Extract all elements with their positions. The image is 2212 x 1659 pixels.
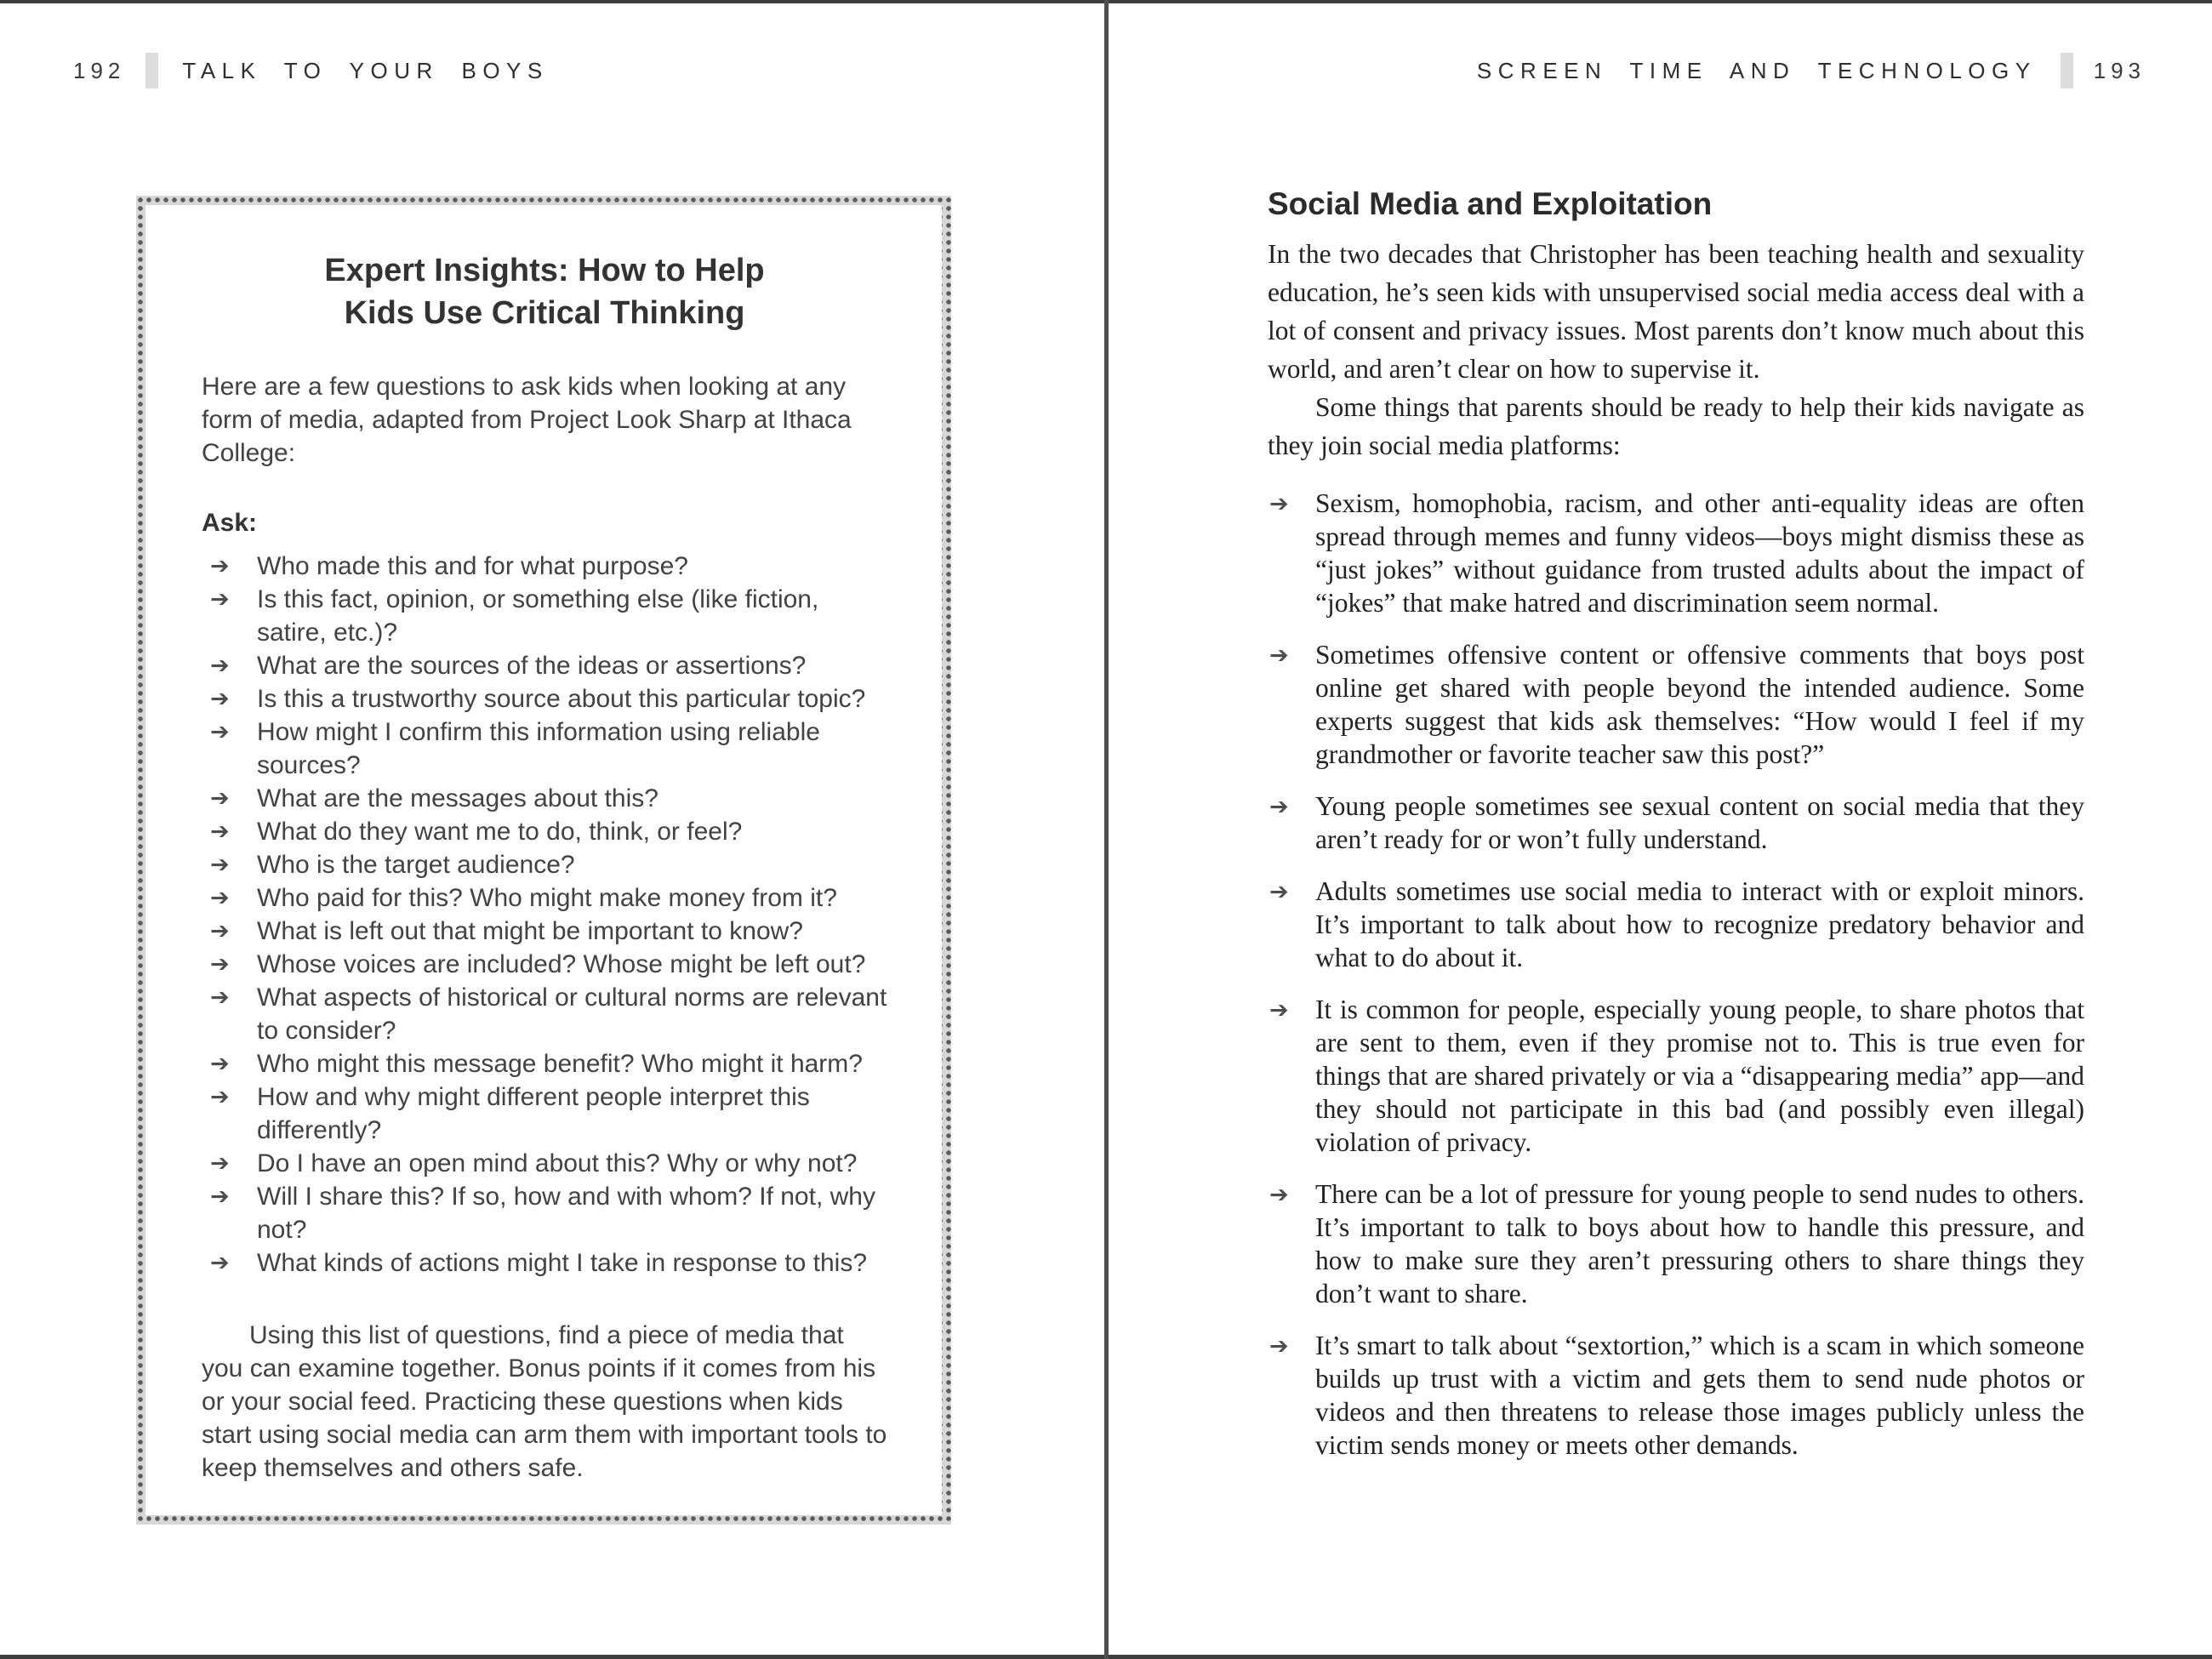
question-list-item xyxy=(202,815,887,848)
question-list-item xyxy=(202,682,887,715)
expert-insights-content xyxy=(145,205,942,1515)
arrow-bullet-icon: ➔ xyxy=(210,852,230,878)
running-head-left xyxy=(73,53,549,88)
arrow-bullet-icon: ➔ xyxy=(210,1150,230,1177)
question-list-item xyxy=(202,715,887,782)
arrow-bullet-icon: ➔ xyxy=(210,885,230,911)
topic-list-item xyxy=(1268,487,2084,619)
topic-list-item xyxy=(1268,1177,2084,1310)
question-list-item xyxy=(202,981,887,1047)
arrow-bullet-icon: ➔ xyxy=(210,719,230,745)
box-title xyxy=(202,249,887,334)
section-heading: Social Media and Exploitation xyxy=(1268,186,1713,221)
question-text: Do I have an open mind about this? Why or why not? xyxy=(257,1149,858,1177)
topic-text: It is common for people, especially young people, to share photos that are sent to them, even if they promise not to. This is true even for things that are shared privately or via a “disappearing media” app—and they should not participate in this bad (and possibly even illegal) violation of privacy. xyxy=(1315,995,2084,1157)
box-title-line1: Expert Insights: How to Help xyxy=(324,253,765,288)
topic-text: It’s smart to talk about “sextortion,” which is a scam in which someone builds up trust with a victim and gets them to send nude photos or videos and then threatens to release those images publicly unless the victim sends money or meets other demands. xyxy=(1315,1331,2084,1460)
question-list-item xyxy=(202,1246,887,1280)
arrow-bullet-icon: ➔ xyxy=(210,686,230,712)
topic-text: Young people sometimes see sexual content on social media that they aren’t ready for or won’t fully understand. xyxy=(1315,791,2084,854)
ask-label: Ask: xyxy=(202,509,258,537)
body-paragraph-2: Some things that parents should be ready to help their kids navigate as they join social media platforms: xyxy=(1268,392,2084,460)
arrow-bullet-icon: ➔ xyxy=(210,1084,230,1110)
question-list-item xyxy=(202,583,887,649)
arrow-bullet-icon: ➔ xyxy=(210,951,230,978)
arrow-bullet-icon: ➔ xyxy=(210,1250,230,1276)
question-list-item xyxy=(202,782,887,815)
header-bar-left xyxy=(145,53,158,88)
arrow-bullet-icon: ➔ xyxy=(210,553,230,579)
question-list-item xyxy=(202,1047,887,1080)
question-text: What are the messages about this? xyxy=(257,784,658,812)
arrow-bullet-icon: ➔ xyxy=(210,653,230,679)
arrow-bullet-icon: ➔ xyxy=(1269,794,1289,820)
arrow-bullet-icon: ➔ xyxy=(1269,1182,1289,1208)
topic-text: Sometimes offensive content or offensive comments that boys post online get shared with people beyond the intended audience. Some experts suggest that kids ask themselves: “How would I feel if my grandmother or favorite teacher saw this post?” xyxy=(1315,640,2084,769)
question-list-item xyxy=(202,948,887,981)
question-text: How might I confirm this information using reliable sources? xyxy=(257,718,820,779)
topic-text: There can be a lot of pressure for young people to send nudes to others. It’s important to talk to boys about how to handle this pressure, and how to make sure they aren’t pressuring others to share things they don’t want to share. xyxy=(1315,1179,2084,1308)
box-closing-paragraph: Using this list of questions, find a piece of media that you can examine together. Bonus points if it comes from his or your social feed. Practicing these questions when kids start using social media can arm them with important tools to keep themselves and others safe. xyxy=(202,1321,887,1482)
question-text: Is this a trustworthy source about this particular topic? xyxy=(257,685,866,713)
box-title-line2: Kids Use Critical Thinking xyxy=(344,295,745,331)
question-text: Who might this message benefit? Who might it harm? xyxy=(257,1050,863,1078)
topic-list-item xyxy=(1268,790,2084,856)
question-list-item xyxy=(202,1147,887,1180)
arrow-bullet-icon: ➔ xyxy=(210,1183,230,1210)
arrow-bullet-icon: ➔ xyxy=(210,1051,230,1077)
topic-list-item xyxy=(1268,638,2084,771)
page-gutter-divider xyxy=(1104,0,1109,1659)
question-list-item xyxy=(202,881,887,915)
question-text: What do they want me to do, think, or feel? xyxy=(257,818,743,846)
page-number-right: 193 xyxy=(2093,57,2146,83)
chapter-title-header: SCREEN TIME AND TECHNOLOGY xyxy=(1476,57,2037,83)
running-head-right xyxy=(1477,53,2146,88)
question-text: What kinds of actions might I take in response to this? xyxy=(257,1249,868,1277)
arrow-bullet-icon: ➔ xyxy=(210,586,230,613)
question-list-item xyxy=(202,649,887,682)
arrow-bullet-icon: ➔ xyxy=(1269,879,1289,905)
arrow-bullet-icon: ➔ xyxy=(1269,642,1289,669)
page-number-left: 192 xyxy=(73,57,126,83)
arrow-bullet-icon: ➔ xyxy=(1269,997,1289,1023)
question-list-item xyxy=(202,915,887,948)
box-intro-paragraph: Here are a few questions to ask kids when looking at any form of media, adapted from Project Look Sharp at Ithaca College: xyxy=(202,373,852,467)
question-text: Who is the target audience? xyxy=(257,851,575,879)
arrow-bullet-icon: ➔ xyxy=(210,984,230,1011)
question-text: What are the sources of the ideas or assertions? xyxy=(257,652,807,680)
question-text: Whose voices are included? Whose might be left out? xyxy=(257,950,866,978)
question-list-item xyxy=(202,1080,887,1147)
question-text: What aspects of historical or cultural norms are relevant to consider? xyxy=(257,983,887,1045)
question-text: Is this fact, opinion, or something else (like fiction, satire, etc.)? xyxy=(257,585,819,647)
header-bar-right xyxy=(2061,53,2073,88)
question-text: What is left out that might be important to know? xyxy=(257,917,803,945)
question-text: How and why might different people interpret this differently? xyxy=(257,1083,810,1144)
critical-thinking-question-list xyxy=(202,550,887,1280)
book-title-header: TALK TO YOUR BOYS xyxy=(182,57,549,83)
right-page-column xyxy=(1268,185,2084,1480)
arrow-bullet-icon: ➔ xyxy=(210,818,230,845)
topic-list-item xyxy=(1268,1329,2084,1462)
question-text: Who paid for this? Who might make money from it? xyxy=(257,884,837,912)
topic-list-item xyxy=(1268,993,2084,1159)
arrow-bullet-icon: ➔ xyxy=(1269,491,1289,517)
arrow-bullet-icon: ➔ xyxy=(210,785,230,812)
question-text: Will I share this? If so, how and with whom? If not, why not? xyxy=(257,1183,875,1244)
arrow-bullet-icon: ➔ xyxy=(210,918,230,944)
social-media-topic-list xyxy=(1268,487,2084,1462)
arrow-bullet-icon: ➔ xyxy=(1269,1333,1289,1360)
question-text: Who made this and for what purpose? xyxy=(257,552,688,580)
question-list-item xyxy=(202,848,887,881)
topic-list-item xyxy=(1268,875,2084,974)
topic-text: Sexism, homophobia, racism, and other anti-equality ideas are often spread through memes and funny videos—boys might dismiss these as “just jokes” without guidance from trusted adults about the impact of “jokes” that make hatred and discrimination seem normal. xyxy=(1315,488,2084,618)
topic-text: Adults sometimes use social media to interact with or exploit minors. It’s important to talk about how to recognize predatory behavior and what to do about it. xyxy=(1315,876,2084,972)
expert-insights-box xyxy=(136,196,951,1525)
question-list-item xyxy=(202,550,887,583)
question-list-item xyxy=(202,1180,887,1246)
body-paragraph-1: In the two decades that Christopher has been teaching health and sexuality education, he’s seen kids with unsupervised social media access deal with a lot of consent and privacy issues. Most parents don’t know much about this world, and aren’t clear on how to supervise it. xyxy=(1268,239,2084,384)
